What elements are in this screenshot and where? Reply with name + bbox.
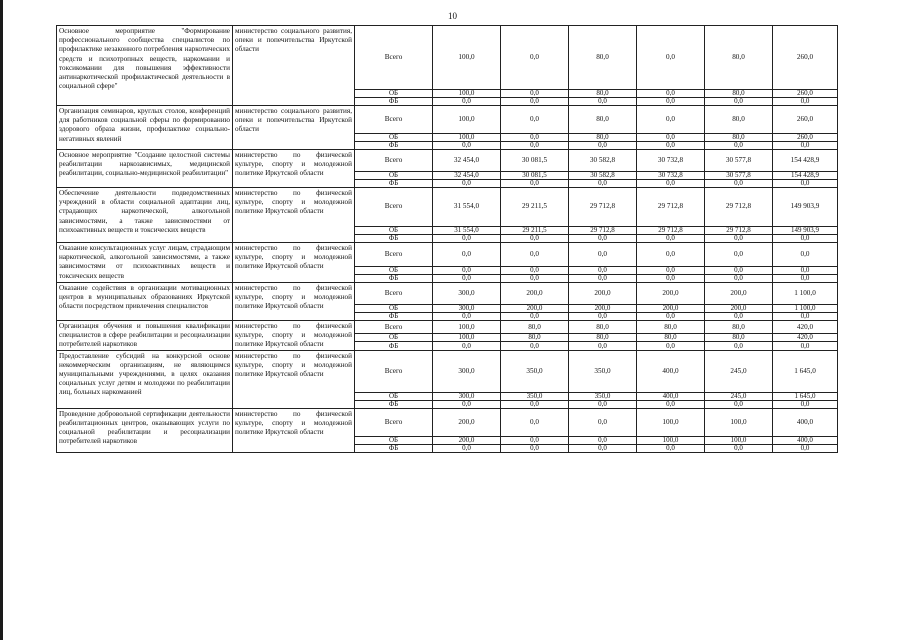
value-cell: 100,0: [433, 134, 501, 142]
value-cell: 100,0: [433, 106, 501, 134]
total-cell: 0,0: [773, 142, 838, 150]
value-cell: 0,0: [705, 342, 773, 350]
value-cell: 0,0: [569, 400, 637, 408]
total-cell: 154 428,9: [773, 172, 838, 180]
total-cell: 260,0: [773, 26, 838, 90]
value-cell: 200,0: [637, 305, 705, 313]
value-cell: 0,0: [501, 90, 569, 98]
funding-source: ОБ: [355, 90, 433, 98]
funding-source: ФБ: [355, 98, 433, 106]
value-cell: 0,0: [637, 444, 705, 452]
value-cell: 0,0: [569, 342, 637, 350]
funding-source: ФБ: [355, 235, 433, 243]
total-cell: 1 100,0: [773, 283, 838, 305]
value-cell: 0,0: [705, 444, 773, 452]
value-cell: 0,0: [569, 408, 637, 436]
table-row: [57, 150, 838, 172]
funding-source: Всего: [355, 408, 433, 436]
total-cell: 400,0: [773, 436, 838, 444]
responsible-executor: министерство по физической культуре, спорту и молодежной политике Иркутской области: [233, 350, 355, 408]
table-row: [57, 350, 838, 392]
value-cell: 0,0: [433, 180, 501, 188]
funding-source: ОБ: [355, 392, 433, 400]
total-cell: 0,0: [773, 180, 838, 188]
value-cell: 29 211,5: [501, 188, 569, 227]
value-cell: 0,0: [569, 313, 637, 321]
value-cell: 29 712,8: [705, 188, 773, 227]
value-cell: 0,0: [569, 142, 637, 150]
value-cell: 200,0: [501, 283, 569, 305]
funding-source: ФБ: [355, 142, 433, 150]
table-row: [57, 26, 838, 90]
value-cell: 0,0: [705, 313, 773, 321]
activity-description: Организация обучения и повышения квалификации специалистов в сфере реабилитации и ресоциализации потребителей наркотиков: [57, 321, 233, 351]
total-cell: 0,0: [773, 98, 838, 106]
value-cell: 245,0: [705, 350, 773, 392]
activity-description: Оказание содействия в организации мотивационных центров в муниципальных образованиях Иркутской области посредством привлечения специалистов: [57, 283, 233, 321]
total-cell: 0,0: [773, 235, 838, 243]
value-cell: 0,0: [433, 98, 501, 106]
value-cell: 29 712,8: [705, 227, 773, 235]
funding-source: ОБ: [355, 334, 433, 342]
value-cell: 200,0: [433, 408, 501, 436]
total-cell: 260,0: [773, 106, 838, 134]
value-cell: 0,0: [569, 267, 637, 275]
value-cell: 80,0: [569, 334, 637, 342]
value-cell: 29 712,8: [637, 188, 705, 227]
table-row: [57, 321, 838, 334]
value-cell: 30 582,8: [569, 172, 637, 180]
funding-source: ФБ: [355, 275, 433, 283]
value-cell: 0,0: [433, 313, 501, 321]
value-cell: 30 582,8: [569, 150, 637, 172]
value-cell: 350,0: [569, 392, 637, 400]
total-cell: 1 100,0: [773, 305, 838, 313]
value-cell: 31 554,0: [433, 227, 501, 235]
value-cell: 0,0: [637, 313, 705, 321]
value-cell: 0,0: [501, 400, 569, 408]
value-cell: 0,0: [433, 267, 501, 275]
value-cell: 400,0: [637, 392, 705, 400]
value-cell: 0,0: [637, 90, 705, 98]
value-cell: 29 712,8: [569, 188, 637, 227]
value-cell: 0,0: [501, 408, 569, 436]
value-cell: 30 732,8: [637, 150, 705, 172]
value-cell: 0,0: [705, 243, 773, 267]
value-cell: 0,0: [637, 106, 705, 134]
funding-source: ОБ: [355, 267, 433, 275]
funding-source: ФБ: [355, 180, 433, 188]
value-cell: 80,0: [637, 334, 705, 342]
value-cell: 32 454,0: [433, 172, 501, 180]
value-cell: 100,0: [637, 436, 705, 444]
value-cell: 200,0: [705, 305, 773, 313]
value-cell: 32 454,0: [433, 150, 501, 172]
value-cell: 0,0: [433, 444, 501, 452]
value-cell: 0,0: [501, 243, 569, 267]
value-cell: 200,0: [569, 283, 637, 305]
value-cell: 100,0: [705, 408, 773, 436]
value-cell: 0,0: [705, 180, 773, 188]
value-cell: 80,0: [501, 321, 569, 334]
value-cell: 0,0: [705, 267, 773, 275]
value-cell: 29 712,8: [637, 227, 705, 235]
value-cell: 0,0: [501, 26, 569, 90]
value-cell: 80,0: [569, 134, 637, 142]
responsible-executor: министерство по физической культуре, спорту и молодежной политике Иркутской области: [233, 321, 355, 351]
total-cell: 400,0: [773, 408, 838, 436]
funding-source: Всего: [355, 150, 433, 172]
responsible-executor: министерство социального развития, опеки и попечительства Иркутской области: [233, 26, 355, 106]
value-cell: 0,0: [637, 26, 705, 90]
value-cell: 200,0: [637, 283, 705, 305]
value-cell: 350,0: [569, 350, 637, 392]
value-cell: 80,0: [569, 26, 637, 90]
value-cell: 0,0: [705, 235, 773, 243]
value-cell: 0,0: [433, 142, 501, 150]
responsible-executor: министерство по физической культуре, спорту и молодежной политике Иркутской области: [233, 150, 355, 188]
value-cell: 100,0: [433, 26, 501, 90]
value-cell: 29 211,5: [501, 227, 569, 235]
value-cell: 80,0: [705, 321, 773, 334]
value-cell: 0,0: [705, 400, 773, 408]
funding-source: ОБ: [355, 172, 433, 180]
value-cell: 0,0: [433, 400, 501, 408]
table-row: [57, 283, 838, 305]
activity-description: Основное мероприятие "Формирование профессионального сообщества специалистов по профилактике незаконного потребления наркотических средств и психотропных веществ, наркомании и токсикомании для повышения эффективности антинаркотической профилактической деятельности в социальной сфере": [57, 26, 233, 106]
budget-table: [56, 25, 838, 453]
value-cell: 0,0: [569, 98, 637, 106]
funding-source: Всего: [355, 283, 433, 305]
value-cell: 29 712,8: [569, 227, 637, 235]
table-row: [57, 106, 838, 134]
value-cell: 80,0: [705, 26, 773, 90]
value-cell: 80,0: [569, 106, 637, 134]
total-cell: 1 645,0: [773, 392, 838, 400]
value-cell: 0,0: [705, 275, 773, 283]
value-cell: 80,0: [705, 134, 773, 142]
value-cell: 0,0: [569, 444, 637, 452]
total-cell: 0,0: [773, 275, 838, 283]
value-cell: 200,0: [705, 283, 773, 305]
value-cell: 0,0: [569, 275, 637, 283]
total-cell: 0,0: [773, 400, 838, 408]
value-cell: 80,0: [705, 334, 773, 342]
funding-source: ОБ: [355, 305, 433, 313]
funding-source: ОБ: [355, 436, 433, 444]
funding-source: Всего: [355, 26, 433, 90]
funding-source: ФБ: [355, 444, 433, 452]
value-cell: 200,0: [433, 436, 501, 444]
value-cell: 0,0: [637, 98, 705, 106]
value-cell: 200,0: [569, 305, 637, 313]
value-cell: 80,0: [705, 90, 773, 98]
value-cell: 0,0: [637, 342, 705, 350]
table-row: [57, 408, 838, 436]
value-cell: 0,0: [637, 180, 705, 188]
total-cell: 0,0: [773, 267, 838, 275]
value-cell: 350,0: [501, 350, 569, 392]
activity-description: Обеспечение деятельности подведомственных учреждений в области социальной адаптации лиц, страдающих наркотической, алкогольной зависимостями, а также зависимостями от психоактивных веществ и токсических веществ: [57, 188, 233, 243]
value-cell: 100,0: [433, 334, 501, 342]
funding-source: ФБ: [355, 313, 433, 321]
value-cell: 0,0: [501, 106, 569, 134]
value-cell: 0,0: [705, 98, 773, 106]
value-cell: 0,0: [501, 134, 569, 142]
value-cell: 0,0: [569, 243, 637, 267]
funding-source: Всего: [355, 243, 433, 267]
total-cell: 0,0: [773, 342, 838, 350]
value-cell: 0,0: [433, 235, 501, 243]
value-cell: 0,0: [501, 342, 569, 350]
activity-description: Проведение добровольной сертификации деятельности реабилитационных центров, оказывающих услуги по социальной реабилитации и ресоциализации потребителей наркотиков: [57, 408, 233, 452]
value-cell: 30 081,5: [501, 172, 569, 180]
funding-source: Всего: [355, 188, 433, 227]
responsible-executor: министерство по физической культуре, спорту и молодежной политике Иркутской области: [233, 243, 355, 283]
responsible-executor: министерство по физической культуре, спорту и молодежной политике Иркутской области: [233, 408, 355, 452]
value-cell: 30 577,8: [705, 172, 773, 180]
total-cell: 149 903,9: [773, 227, 838, 235]
value-cell: 0,0: [501, 444, 569, 452]
total-cell: 149 903,9: [773, 188, 838, 227]
value-cell: 0,0: [501, 98, 569, 106]
value-cell: 300,0: [433, 350, 501, 392]
value-cell: 200,0: [501, 305, 569, 313]
value-cell: 400,0: [637, 350, 705, 392]
activity-description: Организация семинаров, круглых столов, конференций для работников социальной сферы по формированию здорового образа жизни, профилактике социально-негативных явлений: [57, 106, 233, 150]
value-cell: 80,0: [501, 334, 569, 342]
value-cell: 30 732,8: [637, 172, 705, 180]
value-cell: 0,0: [637, 134, 705, 142]
responsible-executor: министерство по физической культуре, спорту и молодежной политике Иркутской области: [233, 188, 355, 243]
funding-source: ОБ: [355, 134, 433, 142]
value-cell: 100,0: [637, 408, 705, 436]
value-cell: 245,0: [705, 392, 773, 400]
funding-source: Всего: [355, 321, 433, 334]
value-cell: 0,0: [569, 235, 637, 243]
value-cell: 0,0: [501, 267, 569, 275]
page-edge-shadow: [0, 0, 3, 640]
value-cell: 30 577,8: [705, 150, 773, 172]
responsible-executor: министерство по физической культуре, спорту и молодежной политике Иркутской области: [233, 283, 355, 321]
value-cell: 80,0: [637, 321, 705, 334]
total-cell: 420,0: [773, 334, 838, 342]
value-cell: 0,0: [501, 275, 569, 283]
activity-description: Основное мероприятие "Создание целостной системы реабилитации наркозависимых, медицинской реабилитации, социально-медицинской реабилитации": [57, 150, 233, 188]
value-cell: 100,0: [705, 436, 773, 444]
value-cell: 0,0: [501, 436, 569, 444]
value-cell: 100,0: [433, 321, 501, 334]
total-cell: 260,0: [773, 134, 838, 142]
total-cell: 260,0: [773, 90, 838, 98]
activity-description: Оказание консультационных услуг лицам, страдающим наркотической, алкогольной зависимостями, а также зависимостями от психоактивных веществ и токсических веществ: [57, 243, 233, 283]
value-cell: 0,0: [501, 142, 569, 150]
value-cell: 300,0: [433, 305, 501, 313]
value-cell: 0,0: [705, 142, 773, 150]
total-cell: 0,0: [773, 313, 838, 321]
funding-source: Всего: [355, 350, 433, 392]
funding-source: Всего: [355, 106, 433, 134]
table-row: [57, 243, 838, 267]
value-cell: 0,0: [501, 235, 569, 243]
value-cell: 80,0: [705, 106, 773, 134]
value-cell: 31 554,0: [433, 188, 501, 227]
value-cell: 0,0: [637, 142, 705, 150]
value-cell: 0,0: [433, 275, 501, 283]
value-cell: 350,0: [501, 392, 569, 400]
value-cell: 0,0: [433, 342, 501, 350]
value-cell: 0,0: [637, 243, 705, 267]
value-cell: 0,0: [433, 243, 501, 267]
value-cell: 0,0: [637, 267, 705, 275]
page-number: 10: [448, 11, 457, 21]
funding-source: ФБ: [355, 342, 433, 350]
value-cell: 30 081,5: [501, 150, 569, 172]
value-cell: 0,0: [501, 313, 569, 321]
value-cell: 0,0: [637, 400, 705, 408]
funding-source: ОБ: [355, 227, 433, 235]
value-cell: 100,0: [433, 90, 501, 98]
funding-source: ФБ: [355, 400, 433, 408]
value-cell: 300,0: [433, 283, 501, 305]
total-cell: 420,0: [773, 321, 838, 334]
total-cell: 0,0: [773, 243, 838, 267]
value-cell: 0,0: [501, 180, 569, 188]
value-cell: 0,0: [637, 275, 705, 283]
value-cell: 80,0: [569, 321, 637, 334]
value-cell: 300,0: [433, 392, 501, 400]
total-cell: 154 428,9: [773, 150, 838, 172]
value-cell: 0,0: [569, 436, 637, 444]
total-cell: 1 645,0: [773, 350, 838, 392]
table-row: [57, 188, 838, 227]
value-cell: 80,0: [569, 90, 637, 98]
value-cell: 0,0: [637, 235, 705, 243]
value-cell: 0,0: [569, 180, 637, 188]
activity-description: Предоставление субсидий на конкурсной основе некоммерческим организациям, не являющимся муниципальными учреждениями, в целях оказания социальных услуг детям и молодежи по реабилитации лиц, больных наркоманией: [57, 350, 233, 408]
table-body: [57, 26, 838, 453]
total-cell: 0,0: [773, 444, 838, 452]
responsible-executor: министерство социального развития, опеки и попечительства Иркутской области: [233, 106, 355, 150]
